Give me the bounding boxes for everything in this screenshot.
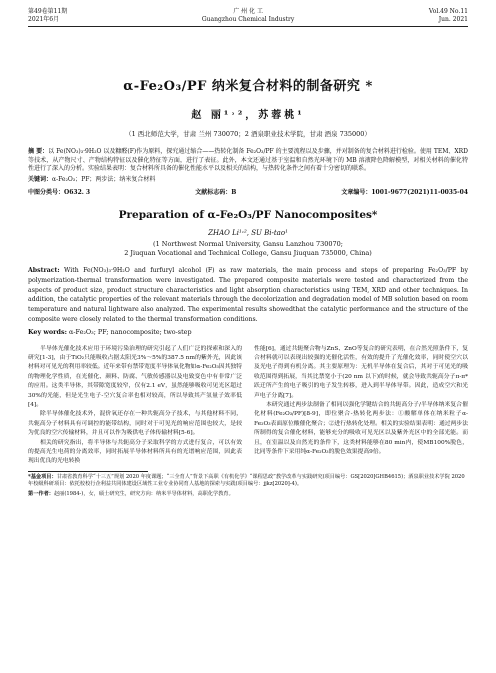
header-left: 第49卷第11期 2021年6月 <box>28 8 68 23</box>
body-column-left <box>28 345 242 467</box>
keywords-text: α-Fe₂O₃；PF；两步法；纳米复合材料 <box>52 175 156 183</box>
english-abstract-text: With Fe(NO₃)₃·9H₂O and furfuryl alcohol (F) as raw materials, the main process and steps of preparing Fe₂O₃/PF by polymerization-thermal transformation were investigated. The prepared composite materials were tested and characterized from the aspects of product size, product structure characteristics and light absorption characteristics using TEM, XRD and other techniques. In addition, the catalytic properties of the relevant materials through the decolorization and degradation model of MB solution based on room temperature and natural lightware also analyzed. The experimental results showedthat the catalytic performance and the structure of the composite were closely related to the thermal transformation conditions. <box>28 267 468 323</box>
author-note-text: 赵丽(1984-)，女，硕士研究生，研究方向：纳米半导体材料，高职化学教育。 <box>53 490 234 497</box>
english-authors: ZHAO Li¹˒², SU Bi-tao¹ <box>208 229 288 238</box>
body-paragraph: 本研究通过两步法制备了相同以强化学键结合的共轭高分子/半导体纳米复合催化材料(Fe₂O₃/PF)[8-9]，即位聚合-热转化两步法：①酸解单体在纳米粒子α-Fe₂O₃表面原位酸催化聚合；②进行热转化处理。相关的实验结果表明：通过两步法所制得的复合催化材料，能够充分的吸收可见光区以及紫外光区中的全部光能。而且，在室温以及自然光的条件下，这类材料能够在80 min内，使MB100%脱色，比同等条件下采用纯α-Fe₂O₃的脱色效果提高9倍。 <box>254 402 468 456</box>
body-column-right <box>254 345 468 467</box>
body-paragraph: 半导体光催化技术应用于环境污染治理的研究引起了人们广泛的探索和深入的研究[1-3]，由于TiO₂只能吸收占据太阳光3%～5%的387.5 nm的紫外光，因此该材料对可见光的利用率较低。近年来带有禁带宽度半导体氧化物如α-Fe₂O₃因其独特的物理化学性质，在光催化、颜料、防腐、气敏传感器以及电致变色中有非常广泛的应用。这类半导体，其带隙宽度较窄，仅有2.1 eV，虽然能够吸收可见光区超过30%的光能，但是光生电子-空穴复合率也相对较高，所以导致其产氢量子效率低[4]。 <box>28 345 242 409</box>
header-right: Vol.49 No.11 Jun. 2021 <box>428 8 468 23</box>
paper-title: α-Fe₂O₃/PF 纳米复合材料的制备研究 * <box>123 79 373 94</box>
body-paragraph: 相关的研究指出，将半导体与共轭高分子采取科学的方式进行复合，可以有效的提高光生电荷的分离效率，同时拓展半导体材料所具有的光谱响应范围，因此表现出优良的光电转换 <box>28 439 242 465</box>
english-abstract-label: Abstract: <box>28 267 60 275</box>
body-columns <box>28 345 468 467</box>
english-abstract <box>28 266 468 324</box>
author-note-label: 第一作者： <box>28 490 54 497</box>
fund-text: 甘肃省教育科学“十三五”规划 2020 年度课题；“三全育人”背景下高职《有机化学》“课程思政”教学改革与实践研究(项目编号：GS[2020]GHB4615)；酒泉职业技术学院 2020 年校级科研项目：依托校校行企利益共同体建设区域性工业专业协同育人基地的探索与实践(项目编号：jjkz[2020]-4)。 <box>28 473 465 488</box>
affiliation: （1 西北师范大学，甘肃 兰州 730070；2 酒泉职业技术学院，甘肃 酒泉 735000） <box>125 130 371 138</box>
author-list: 赵 丽¹˒²，苏蓉桃¹ <box>191 110 305 121</box>
english-affiliation: (1 Northwest Normal University, Gansu Lanzhou 730070; 2 Jiuquan Vocational and Technical College, Gansu Jiuquan 735000, China) <box>124 240 372 257</box>
clc-number: 中图分类号：O632. 3 <box>28 189 91 197</box>
footnote-rule <box>28 471 148 472</box>
body-paragraph: 除半导体催化技术外，混价氧还存在一种共轭高分子技术，与其他材料不同，共轭高分子材料具有可调控的能带结构，同时对于可见光的响应范围也较大，是较为优良的空穴传输材料，并且可以作为吸供电子体传输材料[5-6]。 <box>28 411 242 437</box>
header-rule <box>28 26 468 27</box>
english-keywords <box>28 328 468 336</box>
body-paragraph: 性能[6]，通过共轭聚合物与ZnS、ZnO等复合的研究表明，在合然光照条件下，复合材料就可以表现出较强的光催化活性，有效的提升了光催化效率，同时使空穴以及光电子得到有机分离。其主要原理为：无机半导体在复合后，其对于可见光的吸收范围得到拓展，当其比禁宽小于(20 nm 以下)的时候，就会导致共轭高分子π-π*跃迁所产生的电子吸引的电子发生转移，进入到半导体导带。因此，造成空穴和光声电子分离[7]。 <box>254 345 468 399</box>
article-number: 文章编号：1001-9677(2021)11-0035-04 <box>341 189 468 197</box>
abstract-text: 以 Fe(NO₃)₃·9H₂O 以及糠醛(F)作为原料，探究通过缩合——热转化制备 Fe₂O₃/PF 的主要流程以及步骤，并对制备的复合材料进行检验。使用 TEM、XRD 等技术，从产物尺寸、产物结构特征以及催化特征等方面，进行了表征。此外，本文还通过基于室温和自然光环境下的 MB 溶液降色降解模型，对相关材料的催化特性进行了深入的分析。实验结果表明：复合材料所具备的催化性能水平以及相关的结构，与热转化条件之间有着十分密切的联系。 <box>28 148 468 173</box>
fund-label: *基金项目： <box>28 473 57 480</box>
keywords-label: 关键词： <box>28 175 53 183</box>
abstract-label: 摘 要： <box>28 148 49 155</box>
footnote-fund <box>28 474 468 489</box>
keywords-cn <box>28 176 468 185</box>
footnote-author <box>28 491 468 498</box>
doc-code: 文献标志码：B <box>195 189 237 197</box>
abstract-cn <box>28 148 468 174</box>
header-center: 广 州 化 工 Guangzhou Chemical Industry <box>201 8 295 23</box>
english-keywords-label: Key words: <box>28 327 67 336</box>
running-header <box>28 8 468 24</box>
classification-meta <box>28 187 468 196</box>
english-keywords-text: α-Fe₂O₃; PF; nanocomposite; two-step <box>66 327 192 336</box>
english-title: Preparation of α-Fe₂O₃/PF Nanocomposites* <box>118 209 378 222</box>
